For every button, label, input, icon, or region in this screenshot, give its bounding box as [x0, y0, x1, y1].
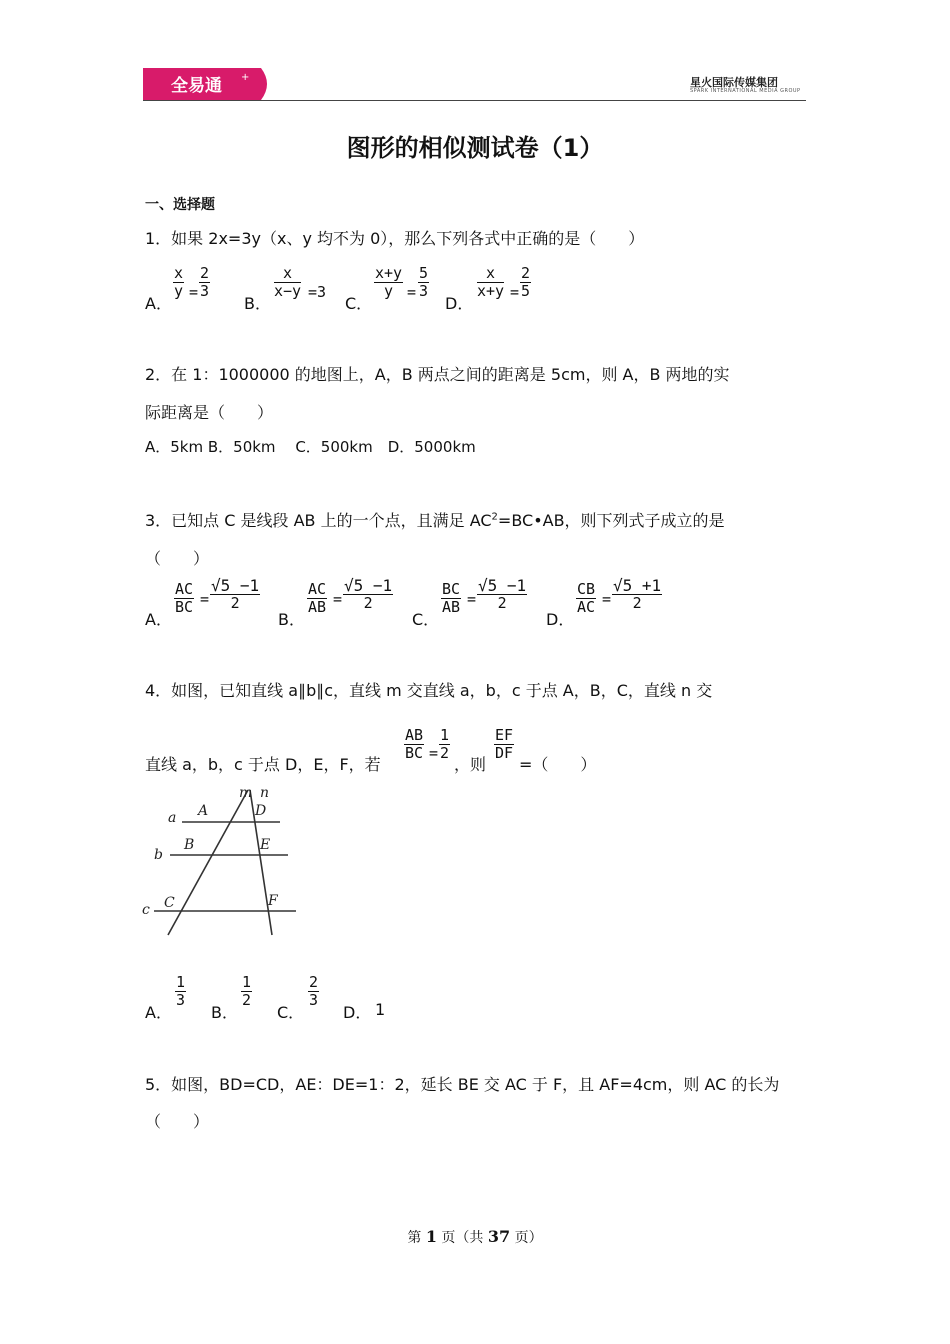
page-total: 37 — [487, 1227, 511, 1246]
q3-stem-line1: 3．已知点 C 是线段 AB 上的一个点，且满足 $AC^2=BC•AB$，则下列式子成立的是 — [145, 511, 725, 530]
q1-option-c-label: C． — [345, 294, 373, 313]
q3-option-c-value: $\frac{√5 -1}{2}$ — [478, 576, 527, 612]
q5-stem-line1: 5．如图，BD=CD，AE：DE=1：2，延长 BE 交 AC 于 F，且 AF=4cm，则 AC 的长为 — [145, 1075, 780, 1094]
label-F: F — [268, 893, 278, 909]
company-name: 星火国际传媒集团 — [690, 76, 778, 89]
q1-option-a-frac: $\frac{x}{y}$ — [174, 264, 184, 300]
q2-options: A．5km B．50km C．500km D．5000km — [145, 438, 476, 456]
q1-option-b-label: B． — [244, 294, 271, 313]
q4-stem-end: =（ ） — [519, 755, 597, 774]
q3-option-c-frac: $\frac{BC}{AB}$ — [442, 580, 461, 616]
logo-text: 全易通 — [171, 76, 222, 96]
q3-option-a-frac: $\frac{AC}{BC}$ — [175, 580, 194, 616]
q1-stem: 1．如果 2x=3y（x、y 均不为 0），那么下列各式中正确的是（ ） — [145, 229, 645, 248]
q3-stem-line2: （ ） — [145, 549, 210, 568]
label-b: b — [154, 847, 163, 863]
q3-option-b-label: B． — [278, 610, 305, 629]
q3-option-a-value: $\frac{√5 -1}{2}$ — [211, 576, 260, 612]
q1-option-d-label: D． — [445, 294, 474, 313]
label-m: m — [239, 785, 253, 801]
label-a: a — [168, 810, 177, 826]
q3-option-d-label: D． — [546, 610, 575, 629]
q4-option-c-frac: $\frac{2}{3}$ — [309, 973, 319, 1009]
q3-option-c-label: C． — [412, 610, 440, 629]
label-C: C — [164, 895, 175, 911]
q4-option-d-value: 1 — [375, 1000, 386, 1019]
q4-parallel-lines-figure — [140, 785, 305, 940]
q4-option-d-label: D． — [343, 1003, 372, 1022]
label-D: D — [255, 803, 267, 819]
q1-option-c-frac: $\frac{x+y}{y}$ — [375, 264, 403, 300]
page-title: 图形的相似测试卷（1） — [346, 134, 604, 162]
q3-option-a-label: A． — [145, 610, 172, 629]
q4-stem-line2: 直线 a，b，c 于点 D，E，F，若 — [145, 755, 381, 774]
label-E: E — [260, 837, 271, 853]
q3-option-b-value: $\frac{√5 -1}{2}$ — [344, 576, 393, 612]
q1-option-b-frac: $\frac{x}{x-y}$ — [274, 264, 302, 300]
header-divider — [143, 100, 806, 101]
section-heading: 一、选择题 — [145, 197, 215, 213]
q3-option-d-value: $\frac{√5 +1}{2}$ — [613, 576, 662, 612]
q4-option-c-label: C． — [277, 1003, 305, 1022]
q4-option-a-frac: $\frac{1}{3}$ — [176, 973, 186, 1009]
q3-option-b-frac: $\frac{AC}{AB}$ — [308, 580, 327, 616]
q1-option-d-value: $\frac{2}{5}$ — [521, 264, 531, 300]
q4-ask-frac: $\frac{EF}{DF}$ — [495, 726, 514, 762]
q3-option-d-frac: $\frac{CB}{AC}$ — [577, 580, 596, 616]
label-n: n — [260, 785, 270, 801]
q4-condition-value: $\frac{1}{2}$ — [440, 726, 450, 762]
q1-option-d-frac: $\frac{x}{x+y}$ — [477, 264, 505, 300]
q4-condition-frac: $\frac{AB}{BC}$ — [405, 726, 424, 762]
company-subtitle: SPARK INTERNATIONAL MEDIA GROUP — [690, 88, 801, 94]
q2-stem-line1: 2．在 1：1000000 的地图上，A，B 两点之间的距离是 5cm，则 A，B 两地的实 — [145, 365, 730, 384]
quanyitong-logo — [143, 68, 273, 100]
q1-option-c-value: $\frac{5}{3}$ — [419, 264, 429, 300]
svg-text:+: + — [241, 72, 250, 83]
page-footer: 第 1 页（共 37 页） — [407, 1227, 543, 1246]
page-number: 1 — [425, 1227, 437, 1246]
q4-stem-line1: 4．如图，已知直线 a∥b∥c，直线 m 交直线 a，b，c 于点 A，B，C，直线 n 交 — [145, 681, 713, 700]
q4-option-a-label: A． — [145, 1003, 172, 1022]
label-c: c — [142, 902, 150, 918]
q1-option-a-label: A． — [145, 294, 172, 313]
q5-stem-line2: （ ） — [145, 1112, 210, 1131]
label-B: B — [184, 837, 195, 853]
q2-stem-line2: 际距离是（ ） — [145, 403, 274, 422]
q4-option-b-label: B． — [211, 1003, 238, 1022]
q1-option-a-value: $\frac{2}{3}$ — [200, 264, 210, 300]
q4-stem-mid: ，则 — [454, 755, 487, 774]
q4-option-b-frac: $\frac{1}{2}$ — [242, 973, 252, 1009]
label-A: A — [198, 803, 209, 819]
